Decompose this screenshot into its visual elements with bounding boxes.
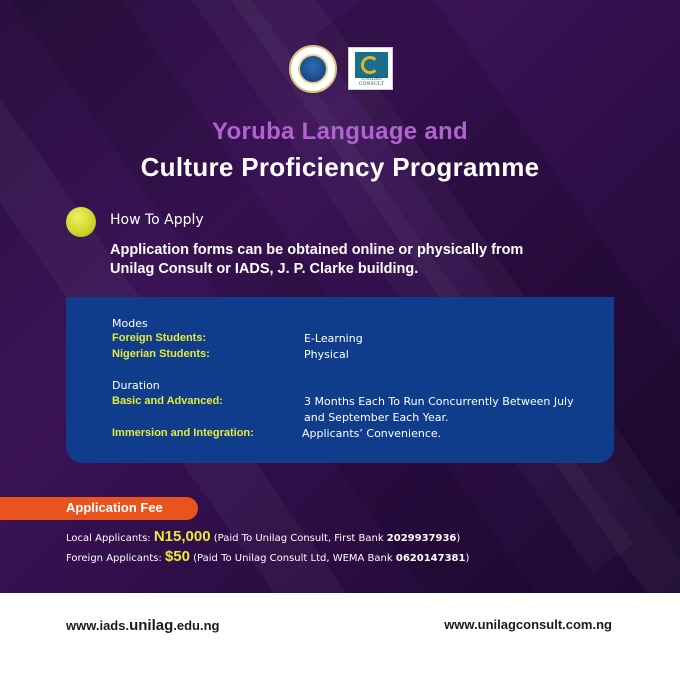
unilag-crest-logo bbox=[289, 45, 337, 93]
how-to-apply-text bbox=[110, 241, 610, 279]
local-fee-amount: N15,000 bbox=[153, 528, 211, 545]
mode-value-foreign: E-Learning bbox=[304, 332, 363, 345]
modes-heading: Modes bbox=[112, 317, 148, 330]
duration-value-basic-2: and September Each Year. bbox=[304, 411, 449, 424]
local-fee-account: 2029937936 bbox=[386, 533, 457, 544]
how-to-apply-heading: How To Apply bbox=[110, 212, 204, 228]
title-line-2: Culture Proficiency Programme bbox=[140, 152, 540, 182]
foreign-fee-amount: $50 bbox=[164, 548, 190, 565]
duration-label-basic: Basic and Advanced: bbox=[112, 395, 223, 407]
iads-website-link[interactable] bbox=[66, 617, 219, 634]
mode-value-nigerian: Physical bbox=[304, 348, 349, 361]
application-fee-title: Application Fee bbox=[66, 500, 163, 515]
local-fee-detail: (Paid To Unilag Consult, First Bank bbox=[210, 533, 387, 544]
duration-value-basic-1: 3 Months Each To Run Concurrently Between July bbox=[304, 395, 574, 408]
local-fee-suffix: ) bbox=[456, 533, 461, 544]
local-fee-line bbox=[66, 528, 460, 545]
crest-emblem-icon bbox=[298, 54, 328, 84]
title-line-1: Yoruba Language and bbox=[212, 118, 468, 145]
local-fee-prefix: Local Applicants: bbox=[66, 533, 154, 544]
uc-ring-icon bbox=[361, 56, 379, 74]
uc-logo-caption: UNILAG CONSULT bbox=[359, 77, 384, 87]
foreign-fee-account: 0620147381 bbox=[395, 553, 466, 564]
foreign-fee-suffix: ) bbox=[465, 553, 470, 564]
iads-url-post: .edu.ng bbox=[173, 618, 220, 633]
duration-heading: Duration bbox=[112, 379, 160, 392]
mode-label-foreign: Foreign Students: bbox=[112, 332, 207, 344]
foreign-fee-line bbox=[66, 548, 469, 565]
intro-line-2: Unilag Consult or IADS, J. P. Clarke building. bbox=[110, 261, 419, 277]
foreign-fee-detail: (Paid To Unilag Consult Ltd, WEMA Bank bbox=[189, 553, 396, 564]
intro-line-1: Application forms can be obtained online or physically from bbox=[110, 242, 524, 258]
iads-url-strong: unilag bbox=[129, 617, 174, 634]
mode-label-nigerian: Nigerian Students: bbox=[112, 348, 210, 360]
iads-url-pre: www.iads. bbox=[66, 618, 130, 633]
unilag-consult-website-link[interactable]: www.unilagconsult.com.ng bbox=[444, 617, 612, 632]
bullet-ball-icon bbox=[66, 207, 96, 237]
duration-value-immersion: Applicants’ Convenience. bbox=[302, 427, 442, 440]
duration-label-immersion: Immersion and Integration: bbox=[112, 427, 254, 439]
unilag-consult-logo bbox=[348, 47, 393, 90]
details-panel bbox=[66, 297, 614, 463]
foreign-fee-prefix: Foreign Applicants: bbox=[66, 553, 165, 564]
